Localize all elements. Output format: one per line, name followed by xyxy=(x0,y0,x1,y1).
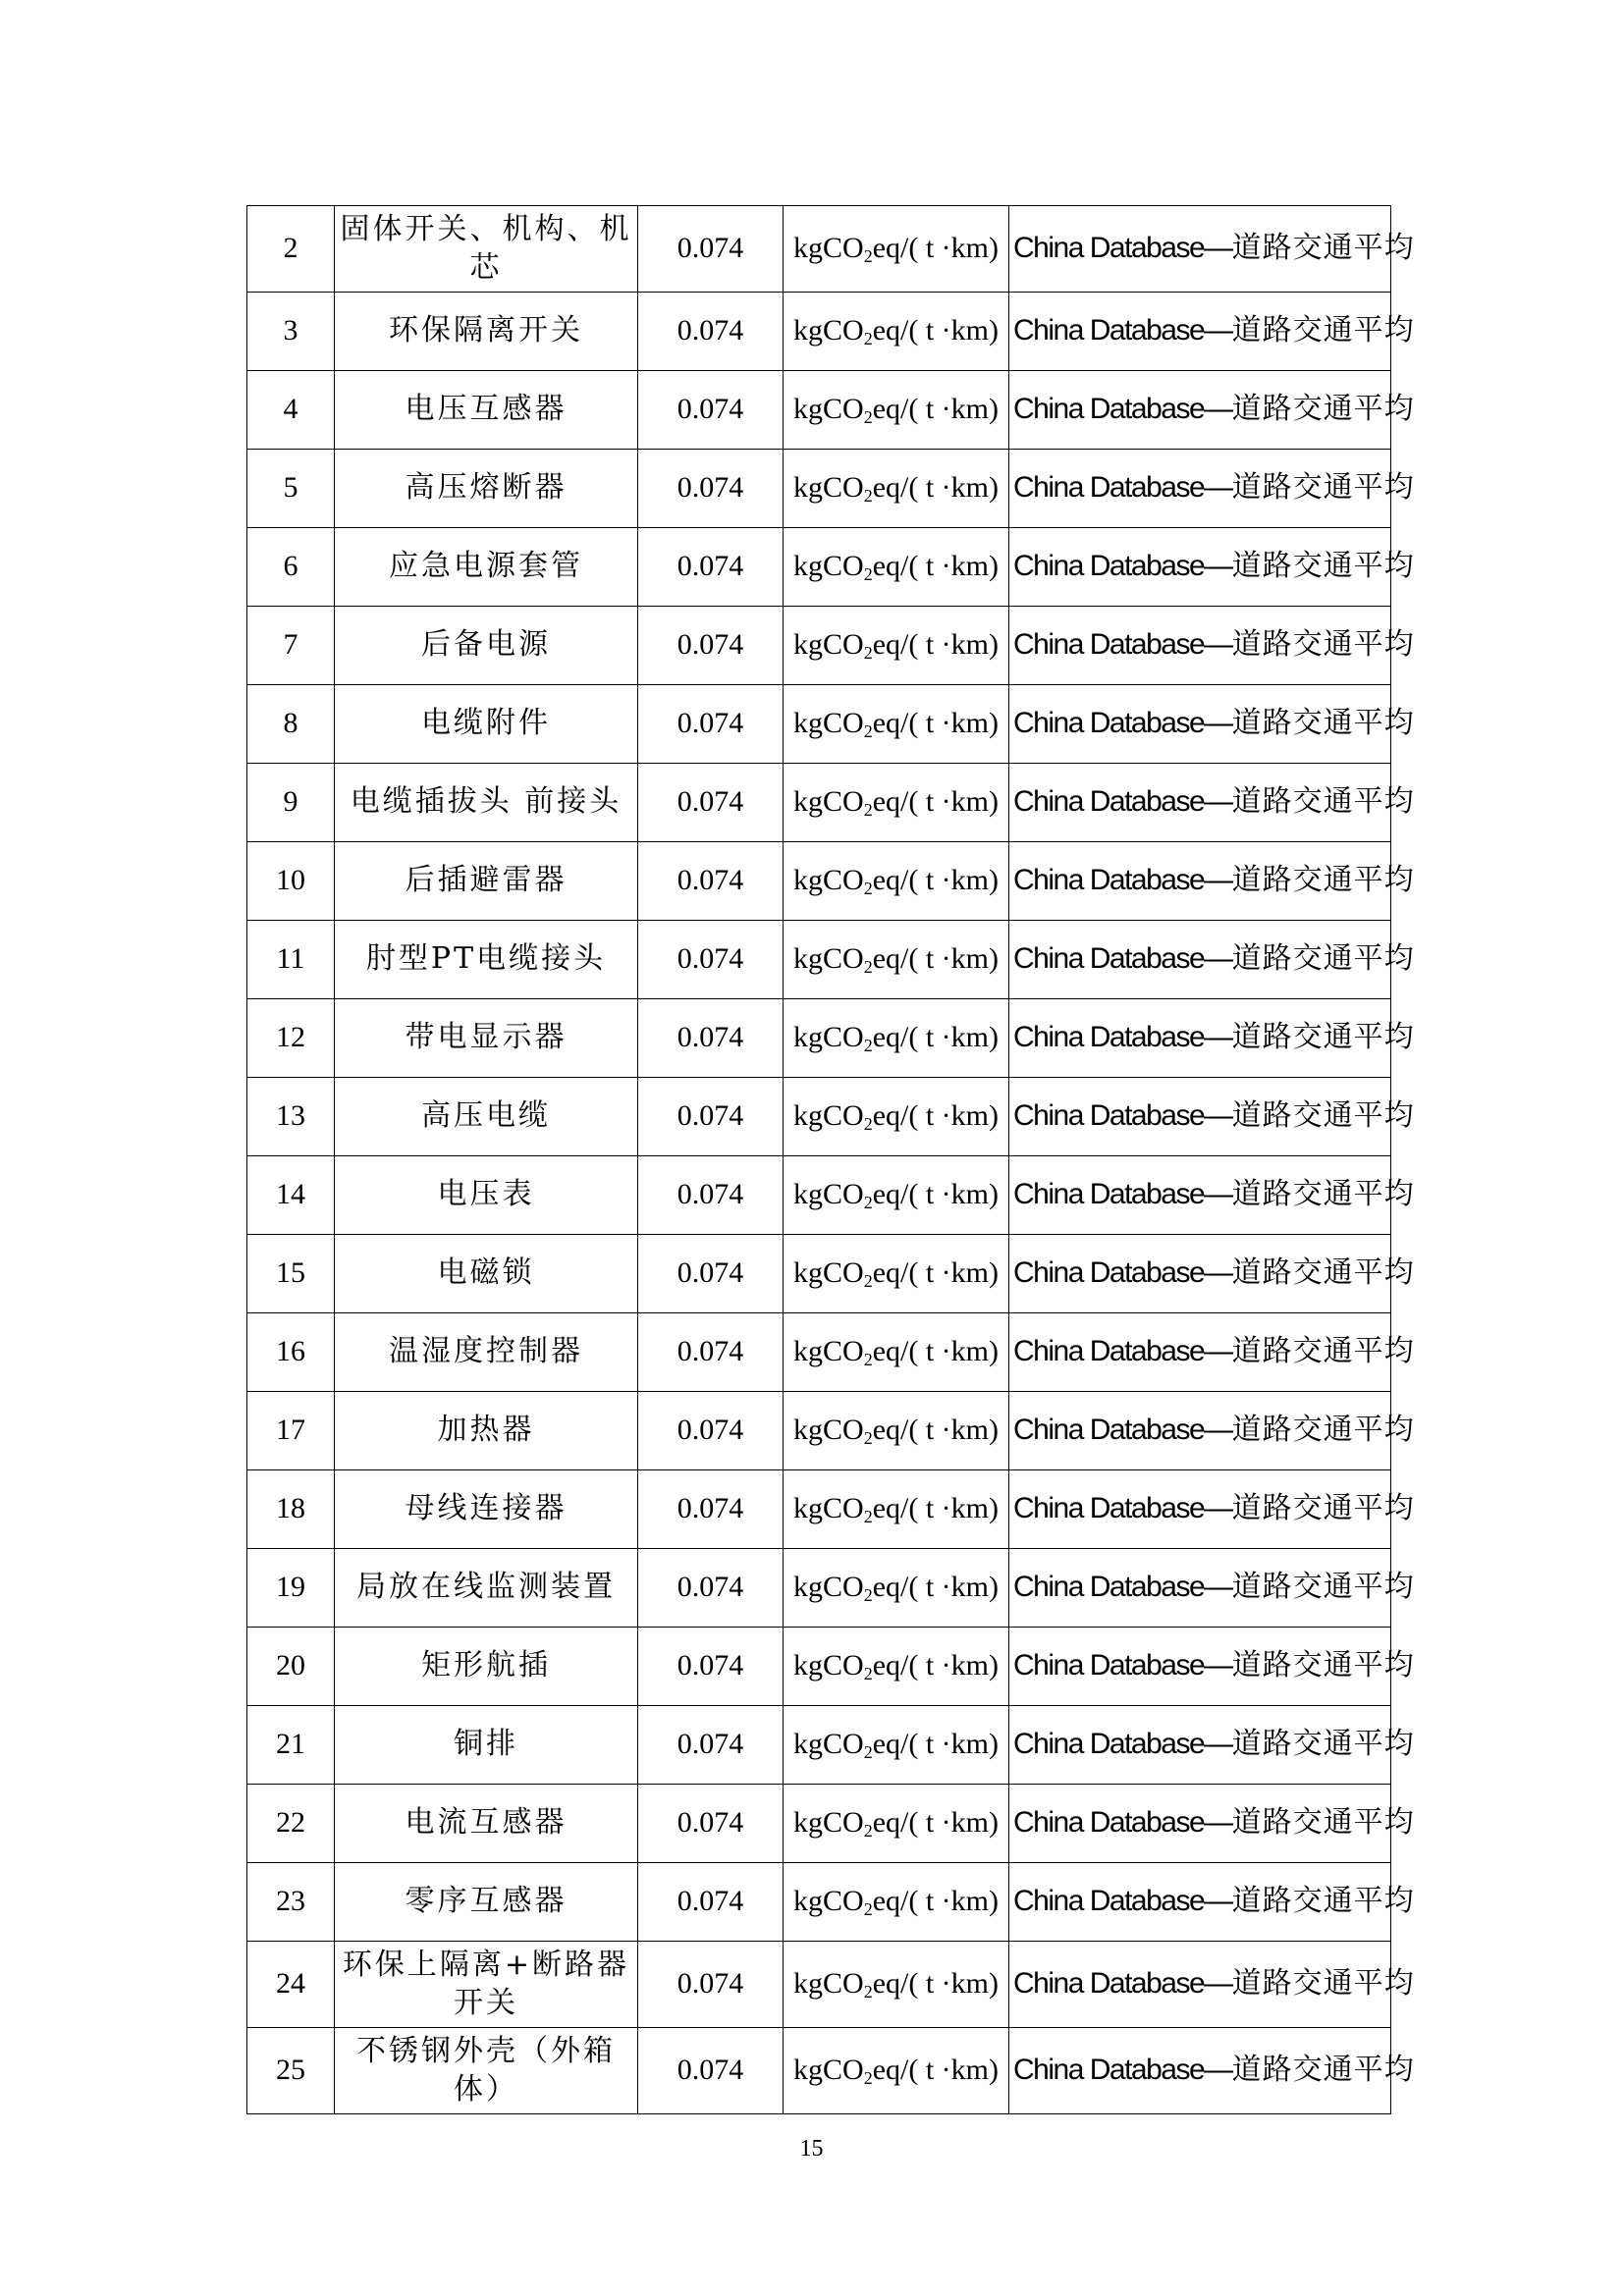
cell-data-source xyxy=(1009,685,1415,764)
cell-factor-unit xyxy=(784,293,1009,371)
cell-material-name: 零序互感器 xyxy=(335,1863,638,1942)
cell-sequence-number: 15 xyxy=(247,1235,335,1313)
cell-factor-value: 0.074 xyxy=(638,293,784,371)
cell-factor-unit xyxy=(784,371,1009,450)
cell-factor-unit xyxy=(784,1549,1009,1628)
cell-data-source xyxy=(1009,1628,1415,1706)
source-database-name: China Database— xyxy=(1013,2054,1232,2087)
source-dataset-name: 道路交通平均 xyxy=(1231,1177,1415,1212)
unit-suffix: eq/( t ·km) xyxy=(872,392,999,425)
source-database-name: China Database— xyxy=(1013,1178,1232,1211)
cell-factor-unit xyxy=(784,1942,1009,2028)
cell-factor-value: 0.074 xyxy=(638,764,784,842)
unit-subscript: 2 xyxy=(863,406,873,427)
table-row xyxy=(247,2028,1391,2114)
cell-data-source xyxy=(1009,842,1415,921)
cell-data-source xyxy=(1009,1549,1415,1628)
cell-sequence-number: 22 xyxy=(247,1785,335,1863)
unit-subscript: 2 xyxy=(863,721,873,741)
unit-prefix: kgCO xyxy=(793,941,864,975)
cell-factor-value: 0.074 xyxy=(638,1313,784,1392)
source-dataset-name: 道路交通平均 xyxy=(1231,392,1415,427)
cell-material-name: 高压熔断器 xyxy=(335,450,638,528)
cell-data-source xyxy=(1009,1392,1415,1470)
cell-data-source xyxy=(1009,921,1415,999)
cell-sequence-number: 25 xyxy=(247,2028,335,2114)
source-dataset-name: 道路交通平均 xyxy=(1231,1570,1415,1605)
unit-prefix: kgCO xyxy=(793,627,864,661)
cell-factor-unit xyxy=(784,1392,1009,1470)
unit-prefix: kgCO xyxy=(793,392,864,425)
cell-sequence-number: 8 xyxy=(247,685,335,764)
table-row xyxy=(247,764,1391,842)
cell-sequence-number: 10 xyxy=(247,842,335,921)
cell-sequence-number: 20 xyxy=(247,1628,335,1706)
cell-data-source xyxy=(1009,764,1415,842)
cell-data-source xyxy=(1009,293,1415,371)
unit-suffix: eq/( t ·km) xyxy=(872,1334,999,1367)
source-dataset-name: 道路交通平均 xyxy=(1231,1884,1415,1919)
unit-prefix: kgCO xyxy=(793,549,864,582)
cell-factor-value: 0.074 xyxy=(638,921,784,999)
cell-data-source xyxy=(1009,206,1415,293)
cell-material-name: 加热器 xyxy=(335,1392,638,1470)
cell-sequence-number: 17 xyxy=(247,1392,335,1470)
source-dataset-name: 道路交通平均 xyxy=(1231,706,1415,741)
unit-subscript: 2 xyxy=(863,1584,873,1605)
cell-data-source xyxy=(1009,371,1415,450)
source-dataset-name: 道路交通平均 xyxy=(1231,627,1415,663)
cell-sequence-number: 11 xyxy=(247,921,335,999)
source-dataset-name: 道路交通平均 xyxy=(1231,784,1415,820)
source-dataset-name: 道路交通平均 xyxy=(1231,1805,1415,1841)
cell-sequence-number: 19 xyxy=(247,1549,335,1628)
cell-material-name: 带电显示器 xyxy=(335,999,638,1078)
cell-factor-value: 0.074 xyxy=(638,1235,784,1313)
cell-factor-value: 0.074 xyxy=(638,1156,784,1235)
cell-factor-value: 0.074 xyxy=(638,371,784,450)
cell-material-name: 肘型PT电缆接头 xyxy=(335,921,638,999)
cell-sequence-number: 9 xyxy=(247,764,335,842)
unit-subscript: 2 xyxy=(863,1113,873,1134)
unit-subscript: 2 xyxy=(863,642,873,663)
cell-data-source xyxy=(1009,2028,1415,2114)
source-dataset-name: 道路交通平均 xyxy=(1231,1255,1415,1291)
cell-material-name: 矩形航插 xyxy=(335,1628,638,1706)
unit-suffix: eq/( t ·km) xyxy=(872,1648,999,1682)
unit-subscript: 2 xyxy=(863,245,873,266)
cell-data-source xyxy=(1009,999,1415,1078)
source-database-name: China Database— xyxy=(1013,1492,1232,1525)
unit-suffix: eq/( t ·km) xyxy=(872,627,999,661)
unit-suffix: eq/( t ·km) xyxy=(872,549,999,582)
source-dataset-name: 道路交通平均 xyxy=(1231,1491,1415,1526)
table-row xyxy=(247,1628,1391,1706)
source-database-name: China Database— xyxy=(1013,471,1232,505)
cell-data-source xyxy=(1009,528,1415,607)
cell-factor-unit xyxy=(784,1628,1009,1706)
unit-subscript: 2 xyxy=(863,1427,873,1448)
source-database-name: China Database— xyxy=(1013,1021,1232,1054)
unit-subscript: 2 xyxy=(863,878,873,898)
source-database-name: China Database— xyxy=(1013,785,1232,819)
unit-prefix: kgCO xyxy=(793,863,864,896)
cell-factor-value: 0.074 xyxy=(638,1549,784,1628)
unit-suffix: eq/( t ·km) xyxy=(872,313,999,347)
unit-subscript: 2 xyxy=(863,1820,873,1841)
unit-subscript: 2 xyxy=(863,563,873,584)
unit-prefix: kgCO xyxy=(793,470,864,504)
cell-sequence-number: 23 xyxy=(247,1863,335,1942)
table-row xyxy=(247,1392,1391,1470)
cell-material-name: 高压电缆 xyxy=(335,1078,638,1156)
unit-prefix: kgCO xyxy=(793,1020,864,1053)
unit-prefix: kgCO xyxy=(793,1413,864,1446)
cell-factor-value: 0.074 xyxy=(638,528,784,607)
cell-material-name: 环保上隔离+断路器开关 xyxy=(335,1942,638,2028)
cell-factor-unit xyxy=(784,1313,1009,1392)
source-database-name: China Database— xyxy=(1013,1571,1232,1604)
unit-suffix: eq/( t ·km) xyxy=(872,1020,999,1053)
cell-sequence-number: 7 xyxy=(247,607,335,685)
table-row xyxy=(247,842,1391,921)
source-dataset-name: 道路交通平均 xyxy=(1231,1648,1415,1683)
unit-suffix: eq/( t ·km) xyxy=(872,1570,999,1603)
unit-subscript: 2 xyxy=(863,485,873,506)
source-dataset-name: 道路交通平均 xyxy=(1231,1334,1415,1369)
source-dataset-name: 道路交通平均 xyxy=(1231,1020,1415,1055)
cell-factor-unit xyxy=(784,764,1009,842)
cell-factor-value: 0.074 xyxy=(638,1470,784,1549)
cell-factor-unit xyxy=(784,1863,1009,1942)
unit-subscript: 2 xyxy=(863,1663,873,1683)
unit-prefix: kgCO xyxy=(793,1805,864,1839)
cell-factor-unit xyxy=(784,1235,1009,1313)
cell-factor-value: 0.074 xyxy=(638,1863,784,1942)
source-database-name: China Database— xyxy=(1013,707,1232,740)
cell-factor-value: 0.074 xyxy=(638,1628,784,1706)
cell-sequence-number: 21 xyxy=(247,1706,335,1785)
cell-sequence-number: 14 xyxy=(247,1156,335,1235)
table-row xyxy=(247,293,1391,371)
unit-subscript: 2 xyxy=(863,1270,873,1291)
cell-factor-unit xyxy=(784,1706,1009,1785)
cell-factor-value: 0.074 xyxy=(638,2028,784,2114)
cell-data-source xyxy=(1009,1078,1415,1156)
table-row xyxy=(247,450,1391,528)
table-row xyxy=(247,1156,1391,1235)
source-dataset-name: 道路交通平均 xyxy=(1231,1727,1415,1762)
cell-sequence-number: 16 xyxy=(247,1313,335,1392)
source-dataset-name: 道路交通平均 xyxy=(1231,1098,1415,1134)
cell-factor-value: 0.074 xyxy=(638,1706,784,1785)
unit-subscript: 2 xyxy=(863,956,873,977)
table-row xyxy=(247,921,1391,999)
unit-suffix: eq/( t ·km) xyxy=(872,863,999,896)
source-dataset-name: 道路交通平均 xyxy=(1231,1413,1415,1448)
source-dataset-name: 道路交通平均 xyxy=(1231,1966,1415,2002)
cell-material-name: 固体开关、机构、机芯 xyxy=(335,206,638,293)
source-database-name: China Database— xyxy=(1013,942,1232,976)
source-database-name: China Database— xyxy=(1013,1649,1232,1682)
cell-material-name: 母线连接器 xyxy=(335,1470,638,1549)
cell-sequence-number: 13 xyxy=(247,1078,335,1156)
source-dataset-name: 道路交通平均 xyxy=(1231,941,1415,977)
cell-material-name: 电磁锁 xyxy=(335,1235,638,1313)
unit-prefix: kgCO xyxy=(793,2053,864,2086)
cell-sequence-number: 6 xyxy=(247,528,335,607)
unit-subscript: 2 xyxy=(863,1192,873,1212)
cell-material-name: 不锈钢外壳（外箱体） xyxy=(335,2028,638,2114)
emission-factor-table xyxy=(246,205,1415,2114)
unit-prefix: kgCO xyxy=(793,1727,864,1760)
cell-sequence-number: 3 xyxy=(247,293,335,371)
unit-prefix: kgCO xyxy=(793,1255,864,1289)
unit-subscript: 2 xyxy=(863,799,873,820)
cell-factor-unit xyxy=(784,921,1009,999)
unit-prefix: kgCO xyxy=(793,1177,864,1210)
table-row xyxy=(247,1078,1391,1156)
cell-material-name: 后备电源 xyxy=(335,607,638,685)
table-row xyxy=(247,1863,1391,1942)
source-database-name: China Database— xyxy=(1013,1414,1232,1447)
cell-data-source xyxy=(1009,450,1415,528)
cell-factor-unit xyxy=(784,1156,1009,1235)
cell-factor-unit xyxy=(784,999,1009,1078)
unit-subscript: 2 xyxy=(863,1035,873,1055)
table-row xyxy=(247,1313,1391,1392)
cell-material-name: 电压表 xyxy=(335,1156,638,1235)
cell-data-source xyxy=(1009,1156,1415,1235)
source-database-name: China Database— xyxy=(1013,393,1232,426)
cell-factor-value: 0.074 xyxy=(638,685,784,764)
unit-suffix: eq/( t ·km) xyxy=(872,1413,999,1446)
table-row xyxy=(247,1235,1391,1313)
table-row xyxy=(247,685,1391,764)
unit-subscript: 2 xyxy=(863,1349,873,1369)
unit-suffix: eq/( t ·km) xyxy=(872,1255,999,1289)
source-database-name: China Database— xyxy=(1013,1806,1232,1840)
unit-prefix: kgCO xyxy=(793,1648,864,1682)
unit-suffix: eq/( t ·km) xyxy=(872,1884,999,1917)
source-database-name: China Database— xyxy=(1013,1885,1232,1918)
cell-factor-unit xyxy=(784,528,1009,607)
cell-factor-value: 0.074 xyxy=(638,1785,784,1863)
cell-factor-value: 0.074 xyxy=(638,450,784,528)
table-row xyxy=(247,371,1391,450)
unit-suffix: eq/( t ·km) xyxy=(872,1177,999,1210)
source-dataset-name: 道路交通平均 xyxy=(1231,863,1415,898)
table-row xyxy=(247,1942,1391,2028)
table-row xyxy=(247,607,1391,685)
source-database-name: China Database— xyxy=(1013,314,1232,347)
unit-subscript: 2 xyxy=(863,1981,873,2002)
unit-suffix: eq/( t ·km) xyxy=(872,1491,999,1524)
unit-subscript: 2 xyxy=(863,1506,873,1526)
source-dataset-name: 道路交通平均 xyxy=(1231,231,1415,266)
cell-material-name: 环保隔离开关 xyxy=(335,293,638,371)
cell-sequence-number: 5 xyxy=(247,450,335,528)
cell-material-name: 应急电源套管 xyxy=(335,528,638,607)
unit-prefix: kgCO xyxy=(793,1966,864,2000)
cell-material-name: 电压互感器 xyxy=(335,371,638,450)
source-dataset-name: 道路交通平均 xyxy=(1231,549,1415,584)
cell-factor-value: 0.074 xyxy=(638,1942,784,2028)
table-row xyxy=(247,1470,1391,1549)
unit-prefix: kgCO xyxy=(793,1334,864,1367)
cell-sequence-number: 2 xyxy=(247,206,335,293)
unit-suffix: eq/( t ·km) xyxy=(872,1727,999,1760)
cell-material-name: 后插避雷器 xyxy=(335,842,638,921)
cell-sequence-number: 24 xyxy=(247,1942,335,2028)
unit-prefix: kgCO xyxy=(793,1570,864,1603)
cell-material-name: 温湿度控制器 xyxy=(335,1313,638,1392)
unit-suffix: eq/( t ·km) xyxy=(872,706,999,739)
cell-material-name: 电流互感器 xyxy=(335,1785,638,1863)
unit-suffix: eq/( t ·km) xyxy=(872,1966,999,2000)
table-row xyxy=(247,206,1391,293)
cell-factor-unit xyxy=(784,2028,1009,2114)
unit-subscript: 2 xyxy=(863,2067,873,2088)
cell-factor-value: 0.074 xyxy=(638,1078,784,1156)
unit-subscript: 2 xyxy=(863,328,873,348)
unit-subscript: 2 xyxy=(863,1741,873,1762)
source-database-name: China Database— xyxy=(1013,1256,1232,1290)
unit-subscript: 2 xyxy=(863,1898,873,1919)
cell-factor-value: 0.074 xyxy=(638,1392,784,1470)
cell-factor-unit xyxy=(784,206,1009,293)
source-database-name: China Database— xyxy=(1013,550,1232,583)
unit-suffix: eq/( t ·km) xyxy=(872,2053,999,2086)
table-row xyxy=(247,528,1391,607)
source-database-name: China Database— xyxy=(1013,1335,1232,1368)
source-database-name: China Database— xyxy=(1013,628,1232,662)
source-dataset-name: 道路交通平均 xyxy=(1231,2053,1415,2088)
cell-factor-unit xyxy=(784,607,1009,685)
cell-material-name: 电缆附件 xyxy=(335,685,638,764)
cell-sequence-number: 4 xyxy=(247,371,335,450)
unit-suffix: eq/( t ·km) xyxy=(872,1805,999,1839)
unit-prefix: kgCO xyxy=(793,706,864,739)
cell-data-source xyxy=(1009,1785,1415,1863)
cell-sequence-number: 12 xyxy=(247,999,335,1078)
cell-material-name: 局放在线监测装置 xyxy=(335,1549,638,1628)
cell-factor-unit xyxy=(784,1785,1009,1863)
unit-prefix: kgCO xyxy=(793,1884,864,1917)
cell-data-source xyxy=(1009,1470,1415,1549)
cell-factor-value: 0.074 xyxy=(638,607,784,685)
source-dataset-name: 道路交通平均 xyxy=(1231,313,1415,348)
table-row xyxy=(247,1706,1391,1785)
cell-factor-unit xyxy=(784,842,1009,921)
cell-data-source xyxy=(1009,1863,1415,1942)
unit-suffix: eq/( t ·km) xyxy=(872,470,999,504)
source-database-name: China Database— xyxy=(1013,1728,1232,1761)
cell-factor-unit xyxy=(784,1078,1009,1156)
cell-data-source xyxy=(1009,1706,1415,1785)
cell-factor-unit xyxy=(784,450,1009,528)
cell-factor-unit xyxy=(784,685,1009,764)
source-database-name: China Database— xyxy=(1013,864,1232,897)
cell-factor-value: 0.074 xyxy=(638,999,784,1078)
cell-data-source xyxy=(1009,1313,1415,1392)
source-database-name: China Database— xyxy=(1013,1967,1232,2001)
source-database-name: China Database— xyxy=(1013,1099,1232,1133)
cell-data-source xyxy=(1009,607,1415,685)
table-row xyxy=(247,1785,1391,1863)
unit-prefix: kgCO xyxy=(793,1098,864,1132)
unit-suffix: eq/( t ·km) xyxy=(872,231,999,264)
unit-suffix: eq/( t ·km) xyxy=(872,941,999,975)
table-row xyxy=(247,999,1391,1078)
cell-factor-unit xyxy=(784,1470,1009,1549)
unit-prefix: kgCO xyxy=(793,313,864,347)
cell-material-name: 电缆插拔头 前接头 xyxy=(335,764,638,842)
cell-data-source xyxy=(1009,1942,1415,2028)
cell-data-source xyxy=(1009,1235,1415,1313)
cell-factor-value: 0.074 xyxy=(638,206,784,293)
table-body xyxy=(247,206,1415,2114)
unit-prefix: kgCO xyxy=(793,1491,864,1524)
table-row xyxy=(247,1549,1391,1628)
source-dataset-name: 道路交通平均 xyxy=(1231,470,1415,506)
cell-sequence-number: 18 xyxy=(247,1470,335,1549)
cell-material-name: 铜排 xyxy=(335,1706,638,1785)
unit-prefix: kgCO xyxy=(793,231,864,264)
unit-prefix: kgCO xyxy=(793,784,864,818)
page-number: 15 xyxy=(799,2136,824,2162)
cell-factor-value: 0.074 xyxy=(638,842,784,921)
unit-suffix: eq/( t ·km) xyxy=(872,1098,999,1132)
source-database-name: China Database— xyxy=(1013,232,1232,265)
unit-suffix: eq/( t ·km) xyxy=(872,784,999,818)
